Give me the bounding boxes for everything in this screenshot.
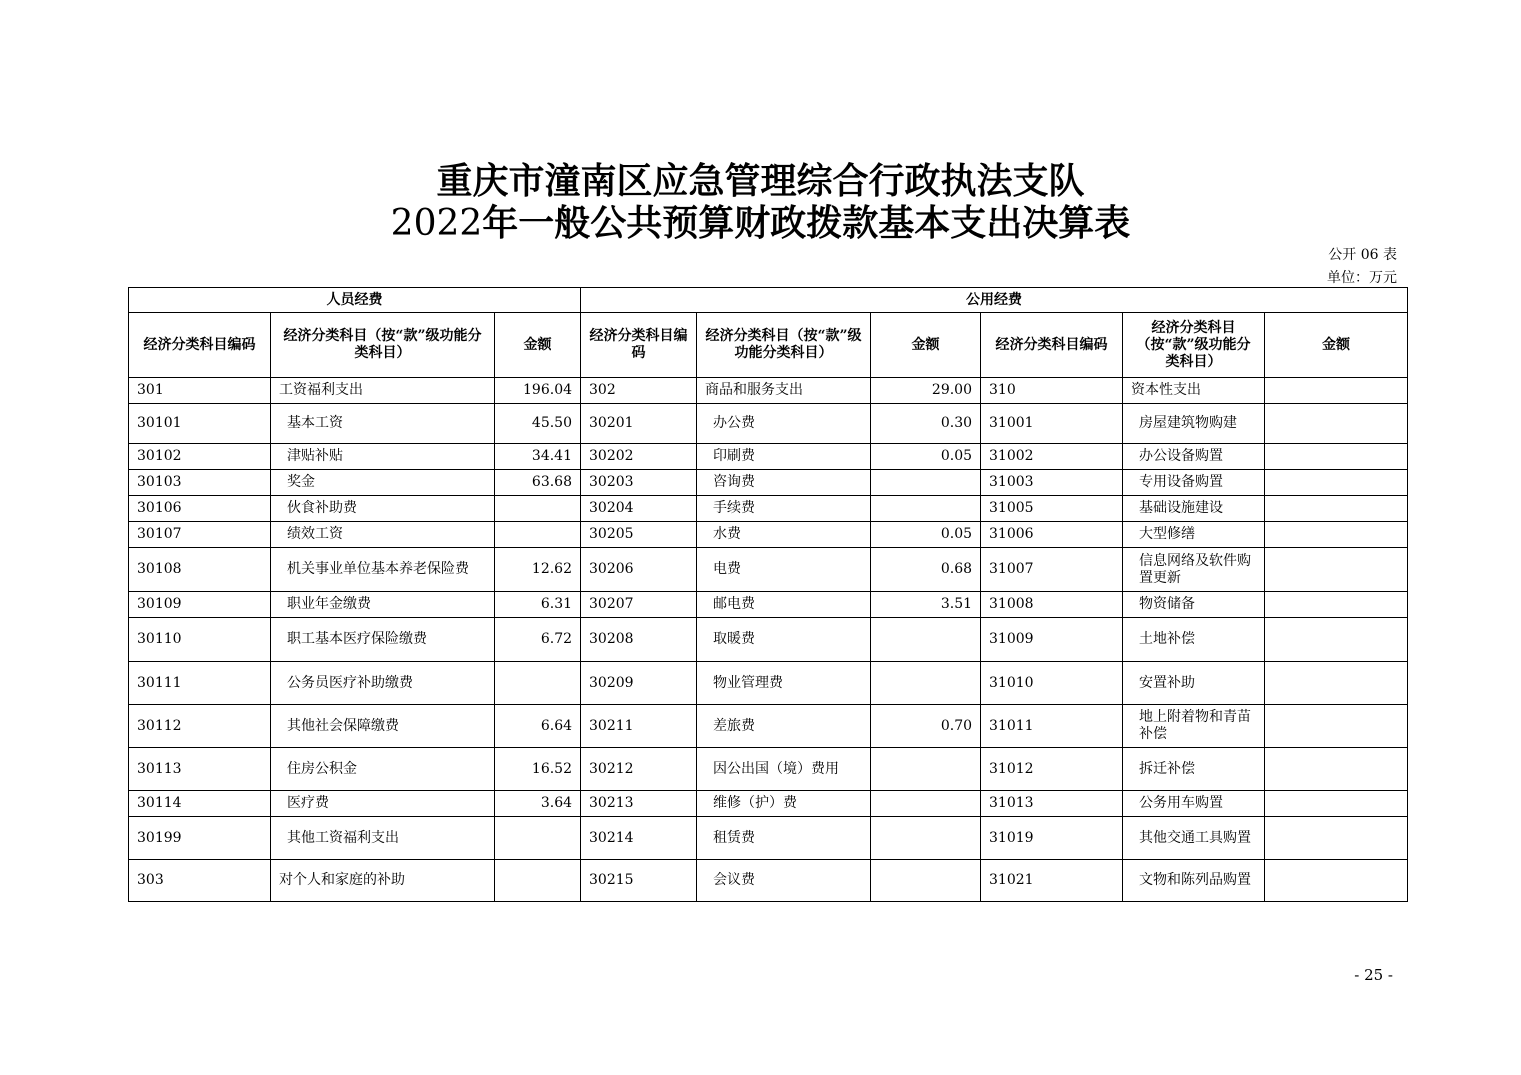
cell-services-name: 商品和服务支出 [697, 378, 871, 404]
expenditure-table [128, 287, 1408, 902]
cell-capital-amount [1265, 404, 1408, 444]
group-personnel: 人员经费 [129, 288, 581, 313]
cell-personnel-code: 301 [129, 378, 271, 404]
cell-services-amount [871, 662, 981, 705]
cell-capital-amount [1265, 496, 1408, 522]
table-row [129, 817, 1408, 860]
cell-personnel-amount: 3.64 [495, 791, 581, 817]
cell-personnel-name: 其他社会保障缴费 [271, 705, 495, 748]
cell-capital-name: 大型修缮 [1123, 522, 1265, 548]
cell-services-code: 302 [581, 378, 697, 404]
cell-personnel-amount: 6.64 [495, 705, 581, 748]
cell-personnel-name: 职业年金缴费 [271, 592, 495, 618]
table-row [129, 592, 1408, 618]
cell-services-name: 水费 [697, 522, 871, 548]
cell-capital-amount [1265, 791, 1408, 817]
cell-personnel-code: 30111 [129, 662, 271, 705]
cell-services-amount: 0.05 [871, 522, 981, 548]
cell-capital-code: 31009 [981, 618, 1123, 662]
cell-personnel-name: 绩效工资 [271, 522, 495, 548]
cell-personnel-amount [495, 522, 581, 548]
cell-capital-amount [1265, 860, 1408, 902]
cell-services-name: 取暖费 [697, 618, 871, 662]
cell-services-name: 咨询费 [697, 470, 871, 496]
cell-services-code: 30205 [581, 522, 697, 548]
unit-label: 单位：万元 [1327, 270, 1397, 286]
cell-services-amount: 0.05 [871, 444, 981, 470]
cell-capital-amount [1265, 817, 1408, 860]
cell-personnel-code: 30199 [129, 817, 271, 860]
document-title-line1: 重庆市潼南区应急管理综合行政执法支队 [436, 160, 1085, 202]
cell-services-code: 30206 [581, 548, 697, 592]
cell-services-amount: 0.70 [871, 705, 981, 748]
cell-services-amount [871, 860, 981, 902]
cell-services-code: 30203 [581, 470, 697, 496]
cell-services-name: 邮电费 [697, 592, 871, 618]
table-row [129, 662, 1408, 705]
cell-personnel-name: 职工基本医疗保险缴费 [271, 618, 495, 662]
column-header-row [129, 313, 1408, 378]
cell-capital-code: 310 [981, 378, 1123, 404]
cell-personnel-amount [495, 496, 581, 522]
table-row [129, 618, 1408, 662]
cell-capital-amount [1265, 522, 1408, 548]
table-row [129, 860, 1408, 902]
cell-services-code: 30211 [581, 705, 697, 748]
table-row [129, 748, 1408, 791]
cell-personnel-name: 基本工资 [271, 404, 495, 444]
cell-personnel-amount [495, 860, 581, 902]
table-code-label: 公开 06 表 [1328, 247, 1397, 263]
cell-personnel-code: 30109 [129, 592, 271, 618]
header-capital-amount: 金额 [1265, 313, 1408, 378]
table-row [129, 470, 1408, 496]
cell-personnel-amount [495, 817, 581, 860]
cell-services-name: 印刷费 [697, 444, 871, 470]
cell-capital-name: 房屋建筑物购建 [1123, 404, 1265, 444]
cell-services-code: 30204 [581, 496, 697, 522]
cell-services-code: 30215 [581, 860, 697, 902]
cell-services-name: 会议费 [697, 860, 871, 902]
cell-services-name: 物业管理费 [697, 662, 871, 705]
table-row [129, 791, 1408, 817]
cell-personnel-amount: 6.72 [495, 618, 581, 662]
cell-services-name: 电费 [697, 548, 871, 592]
cell-services-name: 因公出国（境）费用 [697, 748, 871, 791]
cell-capital-name: 其他交通工具购置 [1123, 817, 1265, 860]
cell-capital-name: 基础设施建设 [1123, 496, 1265, 522]
cell-services-amount: 0.68 [871, 548, 981, 592]
cell-personnel-code: 30102 [129, 444, 271, 470]
cell-capital-code: 31011 [981, 705, 1123, 748]
cell-capital-code: 31006 [981, 522, 1123, 548]
cell-capital-code: 31008 [981, 592, 1123, 618]
cell-personnel-name: 津贴补贴 [271, 444, 495, 470]
cell-capital-name: 土地补偿 [1123, 618, 1265, 662]
cell-services-name: 办公费 [697, 404, 871, 444]
cell-personnel-code: 30106 [129, 496, 271, 522]
header-services-code: 经济分类科目编码 [581, 313, 697, 378]
title-rest: 年一般公共预算财政拨款基本支出决算表 [482, 202, 1131, 244]
cell-services-amount [871, 791, 981, 817]
cell-personnel-name: 医疗费 [271, 791, 495, 817]
cell-capital-name: 拆迁补偿 [1123, 748, 1265, 791]
cell-personnel-code: 30110 [129, 618, 271, 662]
cell-services-amount [871, 748, 981, 791]
cell-personnel-name: 工资福利支出 [271, 378, 495, 404]
table-row [129, 496, 1408, 522]
cell-capital-amount [1265, 592, 1408, 618]
header-capital-code: 经济分类科目编码 [981, 313, 1123, 378]
table-row [129, 548, 1408, 592]
cell-capital-amount [1265, 662, 1408, 705]
header-personnel-amount: 金额 [495, 313, 581, 378]
cell-personnel-name: 住房公积金 [271, 748, 495, 791]
cell-personnel-amount [495, 662, 581, 705]
document-title-line2 [0, 200, 1521, 247]
table-row [129, 705, 1408, 748]
cell-personnel-code: 30107 [129, 522, 271, 548]
cell-personnel-code: 30103 [129, 470, 271, 496]
cell-capital-name: 安置补助 [1123, 662, 1265, 705]
cell-capital-code: 31012 [981, 748, 1123, 791]
cell-capital-code: 31007 [981, 548, 1123, 592]
cell-services-amount: 29.00 [871, 378, 981, 404]
cell-personnel-amount: 45.50 [495, 404, 581, 444]
cell-services-name: 差旅费 [697, 705, 871, 748]
page-number: - 25 - [1354, 966, 1393, 984]
cell-personnel-name: 对个人和家庭的补助 [271, 860, 495, 902]
cell-capital-amount [1265, 444, 1408, 470]
cell-capital-name: 地上附着物和青苗补偿 [1123, 705, 1265, 748]
cell-services-amount [871, 817, 981, 860]
cell-capital-code: 31001 [981, 404, 1123, 444]
cell-capital-name: 信息网络及软件购置更新 [1123, 548, 1265, 592]
cell-capital-name: 专用设备购置 [1123, 470, 1265, 496]
cell-capital-name: 办公设备购置 [1123, 444, 1265, 470]
header-services-amount: 金额 [871, 313, 981, 378]
cell-capital-code: 31003 [981, 470, 1123, 496]
group-header-row [129, 288, 1408, 313]
cell-services-amount [871, 470, 981, 496]
cell-personnel-name: 公务员医疗补助缴费 [271, 662, 495, 705]
cell-personnel-code: 30114 [129, 791, 271, 817]
cell-services-amount [871, 618, 981, 662]
cell-personnel-amount: 12.62 [495, 548, 581, 592]
cell-personnel-amount: 16.52 [495, 748, 581, 791]
cell-personnel-amount: 196.04 [495, 378, 581, 404]
header-services-name: 经济分类科目（按“款”级功能分类科目） [697, 313, 871, 378]
cell-services-code: 30207 [581, 592, 697, 618]
cell-personnel-code: 30113 [129, 748, 271, 791]
header-personnel-name: 经济分类科目（按“款”级功能分类科目） [271, 313, 495, 378]
cell-services-name: 手续费 [697, 496, 871, 522]
cell-services-code: 30213 [581, 791, 697, 817]
cell-services-amount: 0.30 [871, 404, 981, 444]
table-row [129, 444, 1408, 470]
header-personnel-code: 经济分类科目编码 [129, 313, 271, 378]
cell-capital-amount [1265, 705, 1408, 748]
cell-services-code: 30202 [581, 444, 697, 470]
group-public: 公用经费 [581, 288, 1408, 313]
cell-services-amount [871, 496, 981, 522]
header-capital-name: 经济分类科目（按“款”级功能分类科目） [1123, 313, 1265, 378]
cell-personnel-code: 30108 [129, 548, 271, 592]
cell-capital-name: 物资储备 [1123, 592, 1265, 618]
cell-personnel-code: 303 [129, 860, 271, 902]
cell-personnel-amount: 34.41 [495, 444, 581, 470]
cell-services-amount: 3.51 [871, 592, 981, 618]
cell-capital-amount [1265, 548, 1408, 592]
cell-personnel-name: 机关事业单位基本养老保险费 [271, 548, 495, 592]
table-row [129, 404, 1408, 444]
cell-personnel-amount: 6.31 [495, 592, 581, 618]
cell-capital-code: 31010 [981, 662, 1123, 705]
cell-capital-amount [1265, 748, 1408, 791]
cell-capital-name: 文物和陈列品购置 [1123, 860, 1265, 902]
cell-personnel-name: 伙食补助费 [271, 496, 495, 522]
cell-capital-amount [1265, 618, 1408, 662]
table-row [129, 522, 1408, 548]
cell-services-name: 维修（护）费 [697, 791, 871, 817]
title-year: 2022 [390, 203, 483, 244]
cell-services-code: 30214 [581, 817, 697, 860]
cell-services-code: 30201 [581, 404, 697, 444]
cell-services-code: 30209 [581, 662, 697, 705]
cell-services-code: 30208 [581, 618, 697, 662]
cell-capital-code: 31002 [981, 444, 1123, 470]
cell-capital-amount [1265, 470, 1408, 496]
cell-capital-name: 资本性支出 [1123, 378, 1265, 404]
cell-personnel-name: 奖金 [271, 470, 495, 496]
cell-capital-code: 31005 [981, 496, 1123, 522]
cell-capital-code: 31019 [981, 817, 1123, 860]
cell-capital-code: 31013 [981, 791, 1123, 817]
cell-personnel-amount: 63.68 [495, 470, 581, 496]
cell-capital-amount [1265, 378, 1408, 404]
cell-personnel-name: 其他工资福利支出 [271, 817, 495, 860]
cell-personnel-code: 30101 [129, 404, 271, 444]
cell-personnel-code: 30112 [129, 705, 271, 748]
cell-capital-code: 31021 [981, 860, 1123, 902]
cell-services-code: 30212 [581, 748, 697, 791]
table-row [129, 378, 1408, 404]
cell-capital-name: 公务用车购置 [1123, 791, 1265, 817]
cell-services-name: 租赁费 [697, 817, 871, 860]
